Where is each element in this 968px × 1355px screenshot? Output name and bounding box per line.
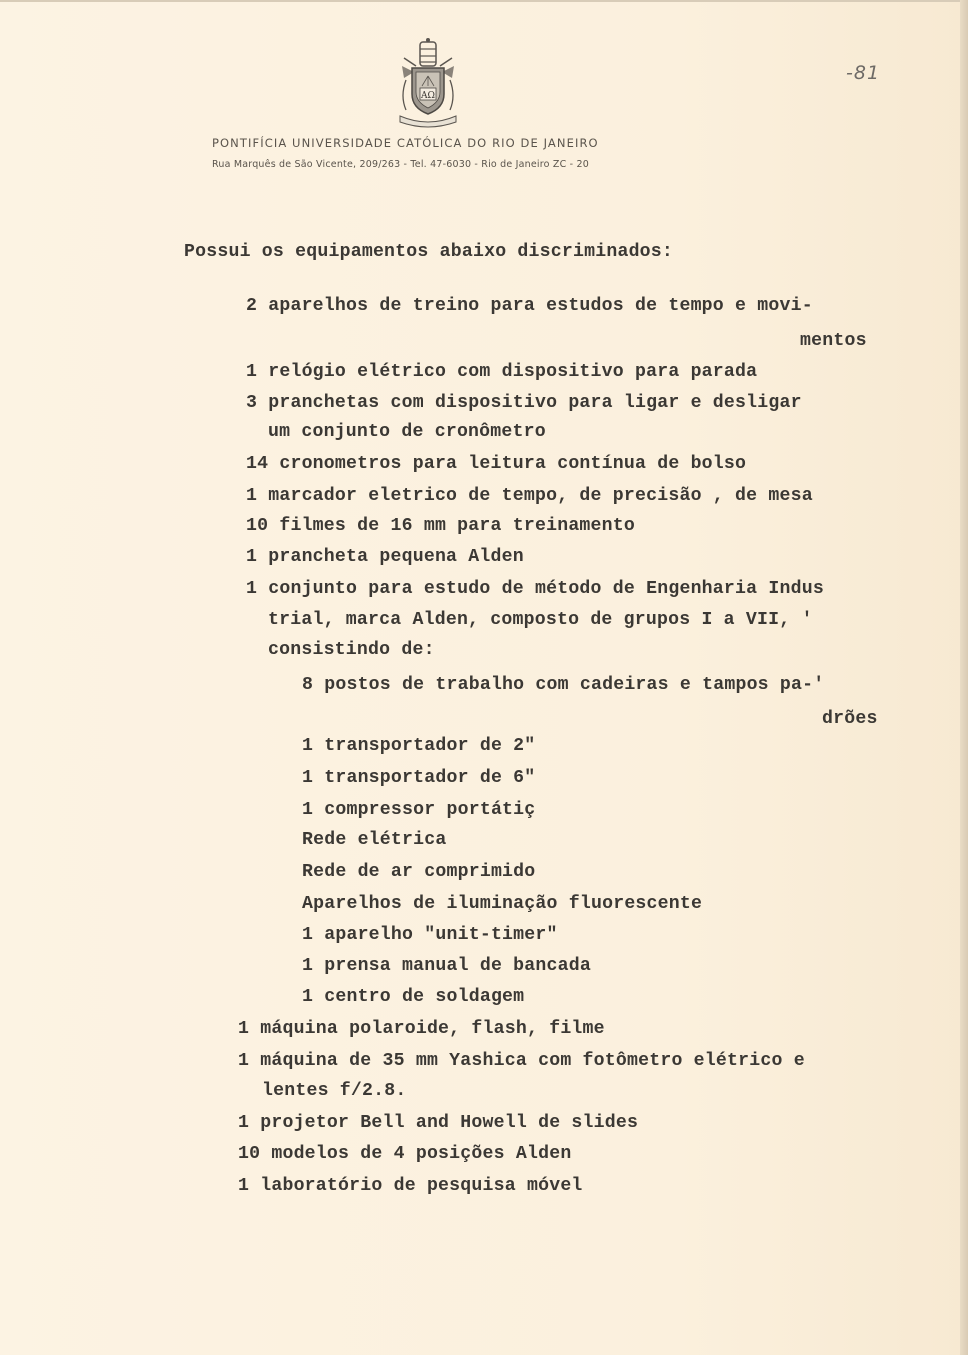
- sub-list-item: 1 compressor portátiç: [302, 800, 536, 820]
- sub-list-item: 1 transportador de 2": [302, 736, 536, 756]
- page-top-edge: [0, 0, 968, 2]
- coat-of-arms-icon: [392, 36, 464, 128]
- svg-text:AΩ: AΩ: [421, 91, 435, 101]
- list-item: 1 marcador eletrico de tempo, de precisão , de mesa: [246, 486, 813, 506]
- list-item-continuation: um conjunto de cronômetro: [268, 422, 546, 442]
- sub-list-item: Rede de ar comprimido: [302, 862, 536, 882]
- list-item: 3 pranchetas com dispositivo para ligar e desligar: [246, 393, 802, 413]
- list-item: 2 aparelhos de treino para estudos de tempo e movi-: [246, 296, 813, 316]
- sub-list-item: Rede elétrica: [302, 830, 447, 850]
- list-item: 1 laboratório de pesquisa móvel: [238, 1176, 583, 1196]
- list-item-continuation: lentes f/2.8.: [262, 1081, 407, 1101]
- list-item-continuation: mentos: [800, 331, 867, 351]
- institution-name: PONTIFÍCIA UNIVERSIDADE CATÓLICA DO RIO DE JANEIRO: [212, 136, 599, 150]
- sub-list-item: 1 prensa manual de bancada: [302, 956, 591, 976]
- list-item-continuation: trial, marca Alden, composto de grupos I a VII, ': [268, 610, 813, 630]
- sub-list-item: 1 centro de soldagem: [302, 987, 525, 1007]
- list-item: 1 relógio elétrico com dispositivo para parada: [246, 362, 758, 382]
- list-item: 1 máquina polaroide, flash, filme: [238, 1019, 605, 1039]
- list-item: 10 filmes de 16 mm para treinamento: [246, 516, 635, 536]
- intro-heading: Possui os equipamentos abaixo discriminados:: [184, 242, 674, 262]
- list-item: 1 prancheta pequena Alden: [246, 547, 524, 567]
- handwritten-page-number: -81: [846, 62, 881, 84]
- list-item: 1 conjunto para estudo de método de Engenharia Indus: [246, 579, 824, 599]
- list-item: 1 máquina de 35 mm Yashica com fotômetro elétrico e: [238, 1051, 805, 1071]
- sub-list-item: 8 postos de trabalho com cadeiras e tampos pa-': [302, 675, 825, 695]
- list-item: 14 cronometros para leitura contínua de bolso: [246, 454, 747, 474]
- institution-address: Rua Marquês de São Vicente, 209/263 - Tel. 47-6030 - Rio de Janeiro ZC - 20: [212, 159, 589, 170]
- page-right-edge: [960, 0, 968, 1355]
- sub-list-item-continuation: drões: [822, 709, 878, 729]
- sub-list-item: 1 transportador de 6": [302, 768, 536, 788]
- list-item: 10 modelos de 4 posições Alden: [238, 1144, 572, 1164]
- sub-list-item: 1 aparelho "unit-timer": [302, 925, 558, 945]
- list-item: 1 projetor Bell and Howell de slides: [238, 1113, 639, 1133]
- sub-list-item: Aparelhos de iluminação fluorescente: [302, 894, 703, 914]
- list-item-continuation: consistindo de:: [268, 640, 435, 660]
